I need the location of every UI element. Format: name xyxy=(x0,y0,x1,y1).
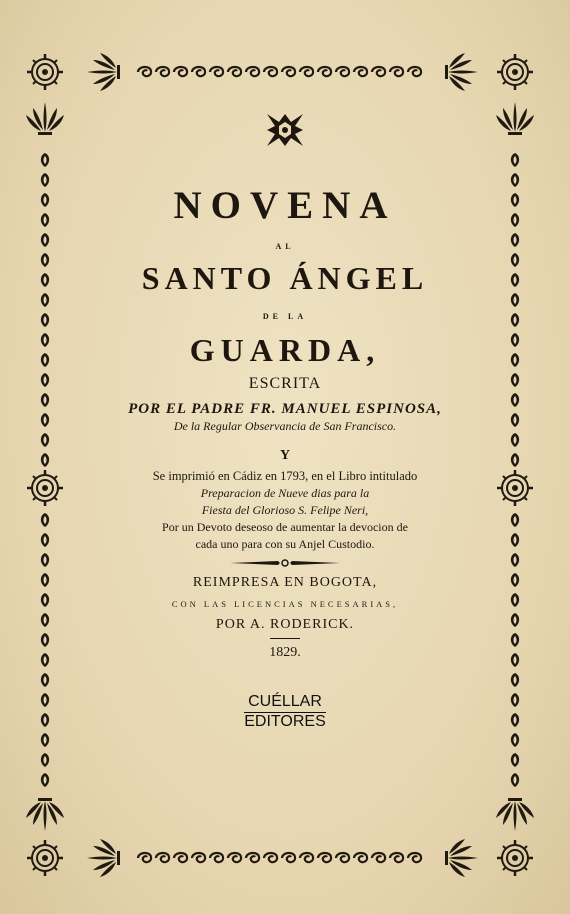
right-border-column xyxy=(496,102,534,831)
cross-ornament-icon xyxy=(263,110,307,150)
licenses-line: CON LAS LICENCIAS NECESARIAS, xyxy=(171,599,399,609)
book-title-line-1: Preparacion de Nueve dias para la xyxy=(200,486,370,500)
title-guarda: GUARDA, xyxy=(189,332,381,368)
title-block xyxy=(80,100,490,731)
title-novena: NOVENA xyxy=(173,184,397,227)
publisher-logo xyxy=(244,693,326,731)
publisher-line-2: EDITORES xyxy=(244,713,326,730)
printer-name: POR A. RODERICK. xyxy=(215,617,355,632)
divider-ornament xyxy=(230,558,340,568)
title-santo-angel: SANTO ÁNGEL xyxy=(141,260,429,296)
devotee-line-1: Por un Devoto deseoso de aumentar la devocion de xyxy=(162,520,408,534)
title-al: AL xyxy=(275,242,295,251)
bottom-border-row xyxy=(87,839,478,877)
book-title-line-2: Fiesta del Glorioso S. Felipe Neri, xyxy=(201,503,369,517)
author-order: De la Regular Observancia de San Francisco. xyxy=(173,419,397,433)
year-rule xyxy=(270,638,300,639)
reprint-location: REIMPRESA EN BOGOTA, xyxy=(192,575,378,590)
top-border-row xyxy=(87,53,478,91)
left-border-column xyxy=(26,102,64,831)
title-de-la: DE LA xyxy=(262,312,308,321)
printing-note: Se imprimió en Cádiz en 1793, en el Libro intitulado xyxy=(152,469,418,483)
devotee-line-2: cada uno para con su Anjel Custodio. xyxy=(195,537,375,551)
conjunction-y: Y xyxy=(279,448,291,463)
publisher-line-1: CUÉLLAR xyxy=(244,693,326,713)
publication-year: 1829. xyxy=(269,645,301,660)
escrita-label: ESCRITA xyxy=(248,375,322,392)
author-line: POR EL PADRE FR. MANUEL ESPINOSA, xyxy=(128,401,442,417)
